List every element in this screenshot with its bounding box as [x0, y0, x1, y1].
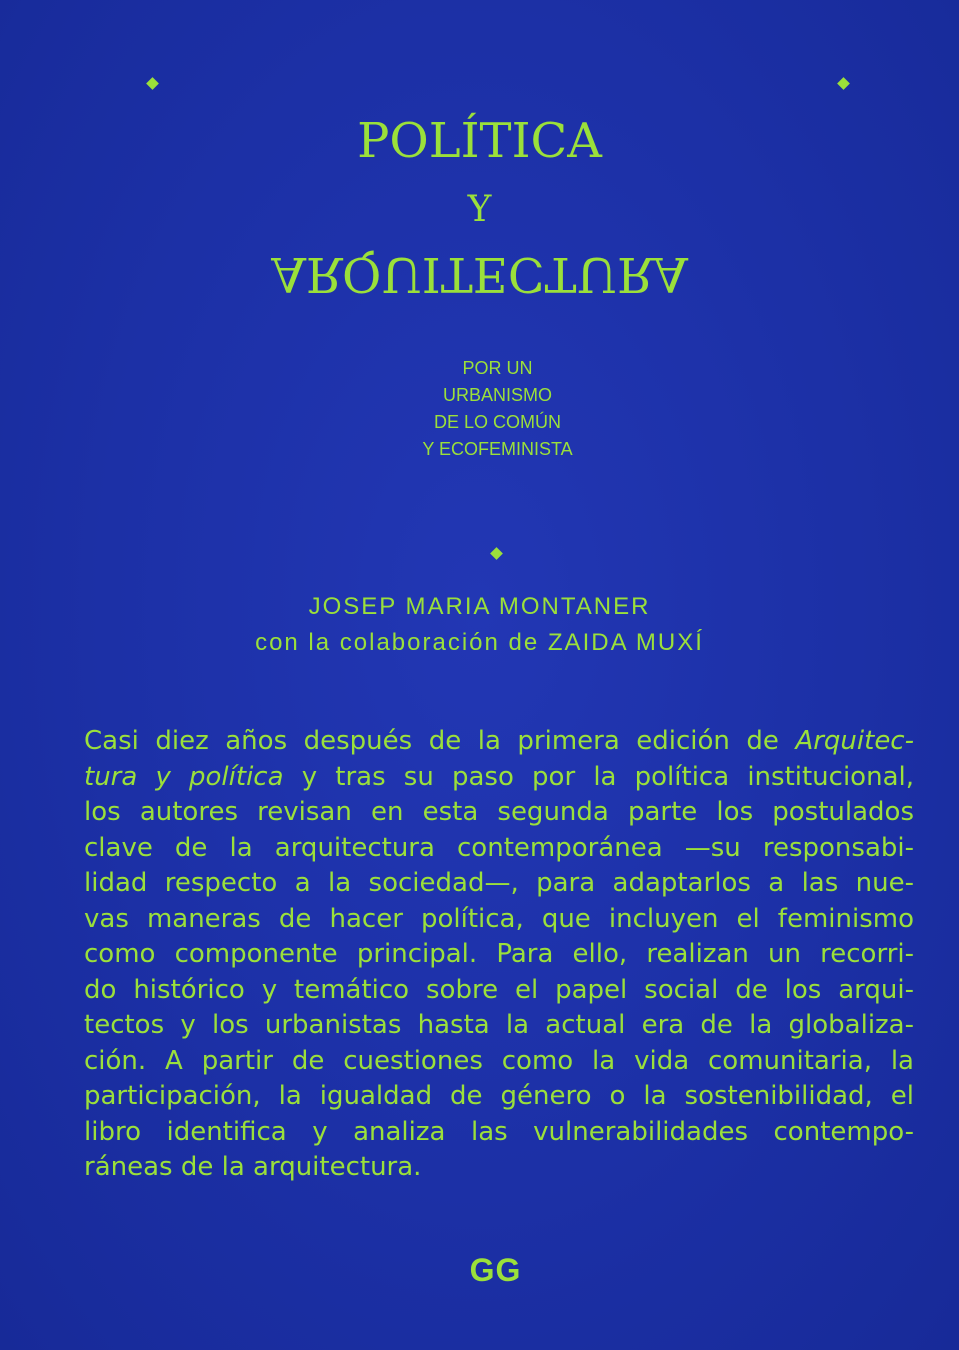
blurb-line — [84, 831, 914, 867]
subtitle-line: POR UN — [462, 358, 533, 378]
blurb-line — [84, 1008, 914, 1044]
blurb-text-run: ción. A partir de cuestiones como la vida comunitaria, la — [84, 1045, 914, 1076]
subtitle — [0, 355, 959, 463]
blurb-text-run: libro identifica y analiza las vulnerabilidades contempo- — [84, 1116, 914, 1147]
author-name: JOSEP MARIA MONTANER — [308, 593, 651, 620]
blurb-line — [84, 1115, 914, 1151]
blurb-text-run: vas maneras de hacer política, que incluyen el feminismo — [84, 903, 914, 934]
diamond-ornament-right — [837, 77, 850, 90]
blurb-line — [84, 937, 914, 973]
title-y: Y — [467, 189, 492, 230]
blurb-text-run: lidad respecto a la sociedad—, para adaptarlos a las nue- — [84, 868, 914, 898]
title-arquitectura-mirrored: ARQUITECTURA — [271, 246, 688, 302]
blurb-text-run: clave de la arquitectura contemporánea —su responsabi- — [84, 832, 914, 863]
blurb-text-run: los autores revisan en esta segunda parte los postulados — [84, 797, 914, 827]
blurb-text-run: participación, la igualdad de género o la sostenibilidad, el — [84, 1081, 914, 1111]
blurb-line — [84, 866, 914, 902]
blurb-line — [84, 724, 914, 760]
blurb-italic-run: Arquitec- — [795, 726, 914, 756]
blurb-italic-run: tura y política — [84, 761, 284, 792]
diamond-ornament-center — [490, 547, 503, 560]
blurb-line — [84, 795, 914, 831]
blurb-text-run: tectos y los urbanistas hasta la actual era de la globaliza- — [84, 1010, 914, 1040]
blurb-line — [84, 1150, 914, 1186]
publisher-logo: GG — [469, 1252, 522, 1288]
blurb-text-run: ráneas de la arquitectura. — [84, 1152, 422, 1182]
title-politica: POLÍTICA — [357, 113, 602, 169]
blurb-text — [84, 724, 914, 1186]
blurb-line — [84, 760, 914, 796]
subtitle-line: URBANISMO — [442, 385, 552, 405]
blurb-text-run: y tras su paso por la política institucional, — [283, 761, 914, 792]
blurb-text-run: Casi diez años después de la primera edición de — [84, 726, 796, 756]
blurb-line — [84, 973, 914, 1009]
subtitle-line: DE LO COMÚN — [433, 412, 561, 432]
diamond-ornament-left — [146, 77, 159, 90]
blurb-line — [84, 1079, 914, 1115]
blurb-line — [84, 902, 914, 938]
blurb-text-run: do histórico y temático sobre el papel social de los arqui- — [84, 974, 914, 1005]
blurb-line — [84, 1044, 914, 1080]
subtitle-line: Y ECOFEMINISTA — [422, 439, 573, 459]
collaboration-credit: con la colaboración de ZAIDA MUXÍ — [255, 629, 704, 656]
blurb-text-run: como componente principal. Para ello, realizan un recorri- — [84, 939, 914, 969]
